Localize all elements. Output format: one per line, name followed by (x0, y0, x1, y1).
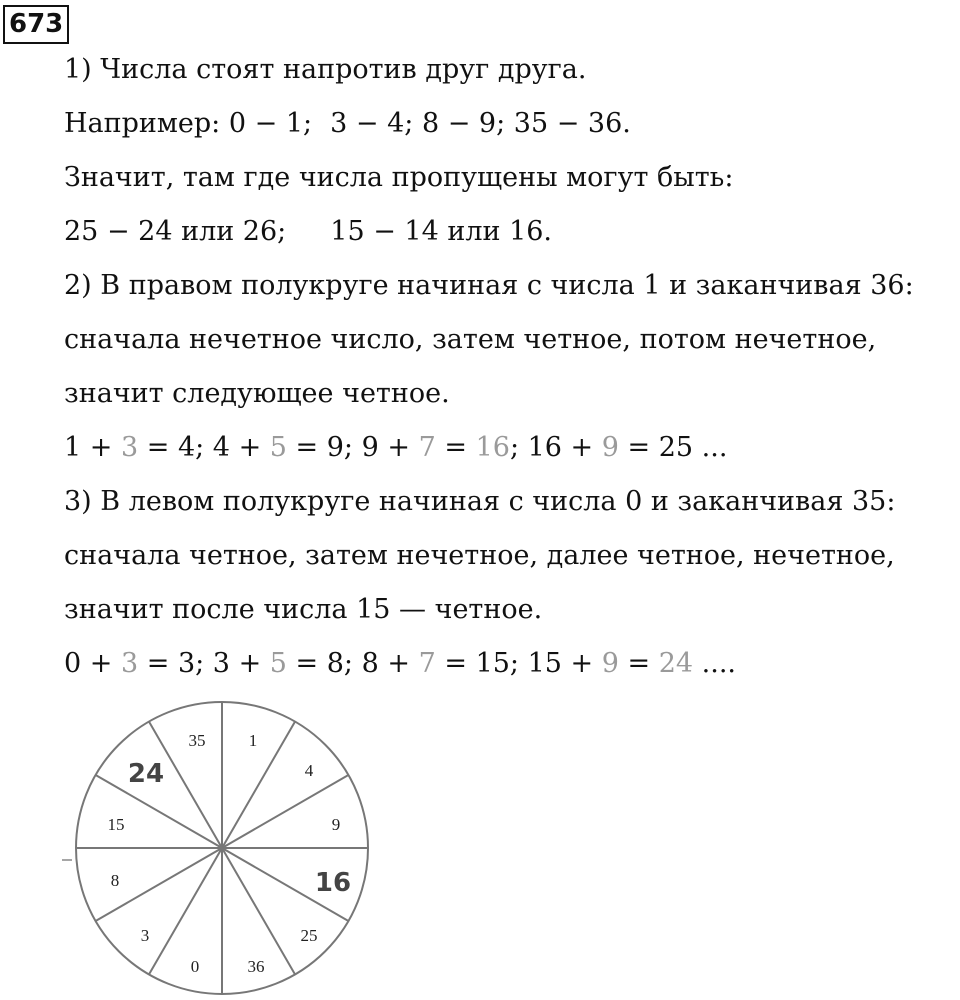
text-line-6: сначала нечетное число, затем четное, потом нечетное, (64, 324, 877, 355)
missing-pair-2: 15 − 14 или 16. (330, 216, 553, 247)
circle-number-0: 0 (190, 957, 200, 976)
circle-number-9: 9 (331, 815, 341, 834)
circle-number-25: 25 (300, 926, 318, 945)
circle-number-35: 35 (188, 731, 206, 750)
circle-number-16: 16 (314, 868, 352, 898)
left-sequence: 0 + 3 = 3; 3 + 5 = 8; 8 + 7 = 15; 15 + 9 = 24 .... (64, 648, 737, 679)
text-line-7: значит следующее четное. (64, 378, 450, 409)
task-number: 673 (3, 5, 69, 44)
circle-number-1: 1 (248, 731, 258, 750)
circle-number-15: 15 (107, 815, 125, 834)
example-pair-2: 3 − 4; 8 − 9; 35 − 36. (330, 108, 631, 139)
text-line-9: 3) В левом полукруге начиная с числа 0 и заканчивая 35: (64, 486, 896, 517)
example-label: Например: (64, 108, 221, 139)
example-pair-1: 0 − 1; (228, 108, 313, 139)
circle-number-8: 8 (110, 871, 120, 890)
circle-number-36: 36 (247, 957, 265, 976)
text-line-11: значит после числа 15 — четное. (64, 594, 543, 625)
text-line-1: 1) Числа стоят напротив друг друга. (64, 54, 587, 85)
missing-pair-1: 25 − 24 или 26; (64, 216, 287, 247)
text-line-5: 2) В правом полукруге начиная с числа 1 и заканчивая 36: (64, 270, 914, 301)
text-line-3: Значит, там где числа пропущены могут быть: (64, 162, 734, 193)
right-sequence: 1 + 3 = 4; 4 + 5 = 9; 9 + 7 = 16; 16 + 9 = 25 ... (64, 432, 728, 463)
circle-number-4: 4 (304, 761, 314, 780)
circle-number-24: 24 (127, 759, 165, 789)
circle-number-3: 3 (140, 926, 150, 945)
text-line-10: сначала четное, затем нечетное, далее четное, нечетное, (64, 540, 895, 571)
